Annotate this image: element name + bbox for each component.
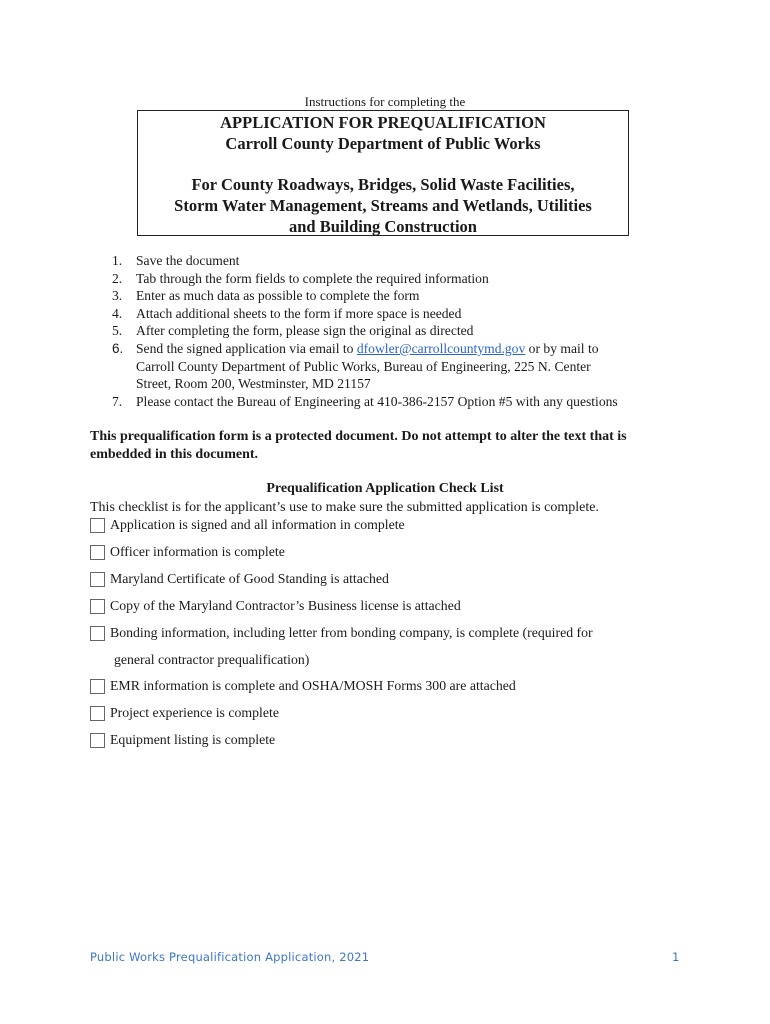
instruction-steps — [90, 252, 690, 410]
intro-text: Instructions for completing the — [304, 94, 466, 109]
footer-text: Public Works Prequalification Application, 2021 — [90, 950, 370, 964]
checklist-item-signed: Application is signed and all information in complete — [90, 517, 405, 533]
checklist-item-license: Copy of the Maryland Contractor’s Business license is attached — [90, 598, 461, 614]
step-item: 1. Save the document — [112, 253, 240, 268]
step-item: 7. Please contact the Bureau of Engineering at 410-386-2157 Option #5 with any questions — [112, 393, 618, 409]
checklist-item-equipment: Equipment listing is complete — [90, 732, 275, 748]
protected-notice: This prequalification form is a protected document. Do not attempt to alter the text that is embedded in this document. — [90, 429, 627, 462]
checklist-intro: This checklist is for the applicant’s use to make sure the submitted application is complete. — [90, 500, 599, 515]
checkbox[interactable] — [90, 518, 105, 533]
step-item: 4. Attach additional sheets to the form if more space is needed — [112, 305, 462, 321]
checklist-item-bonding: Bonding information, including letter from bonding company, is complete (required for — [90, 625, 593, 641]
title-box — [137, 110, 629, 236]
subtitle-line-1: For County Roadways, Bridges, Solid Waste Facilities, — [191, 175, 575, 194]
document-title: APPLICATION FOR PREQUALIFICATION — [220, 113, 546, 132]
checklist-item-officer: Officer information is complete — [90, 544, 285, 560]
subtitle-line-2: Storm Water Management, Streams and Wetlands, Utilities — [174, 196, 592, 215]
checklist-item-project-experience: Project experience is complete — [90, 705, 279, 721]
checkbox[interactable] — [90, 572, 105, 587]
checkbox[interactable] — [90, 626, 105, 641]
checkbox[interactable] — [90, 706, 105, 721]
checklist-item-bonding-continuation: general contractor prequalification) — [114, 652, 310, 667]
email-link[interactable]: dfowler@carrollcountymd.gov — [356, 340, 526, 356]
checklist-title: Prequalification Application Check List — [266, 481, 504, 496]
checklist-item-emr: EMR information is complete and OSHA/MOSH Forms 300 are attached — [90, 678, 516, 694]
step-item: 3. Enter as much data as possible to complete the form — [112, 288, 420, 304]
checkbox[interactable] — [90, 733, 105, 748]
checkbox[interactable] — [90, 679, 105, 694]
checkbox[interactable] — [90, 599, 105, 614]
subtitle-line-3: and Building Construction — [289, 217, 477, 236]
step-item: 2. Tab through the form fields to complete the required information — [112, 270, 489, 286]
step-item: 6. Send the signed application via email to dfowler@carrollcountymd.gov or by mail to Carroll County Department of Public Works, Bureau of Engineering, 225 N. Center Street, Room 200, Westminster, MD 21157 — [112, 340, 599, 392]
step-item: 5. After completing the form, please sign the original as directed — [112, 323, 474, 339]
department-name: Carroll County Department of Public Works — [225, 134, 541, 153]
page-number: 1 — [672, 950, 680, 964]
checkbox[interactable] — [90, 545, 105, 560]
checklist-item-good-standing: Maryland Certificate of Good Standing is attached — [90, 571, 389, 587]
